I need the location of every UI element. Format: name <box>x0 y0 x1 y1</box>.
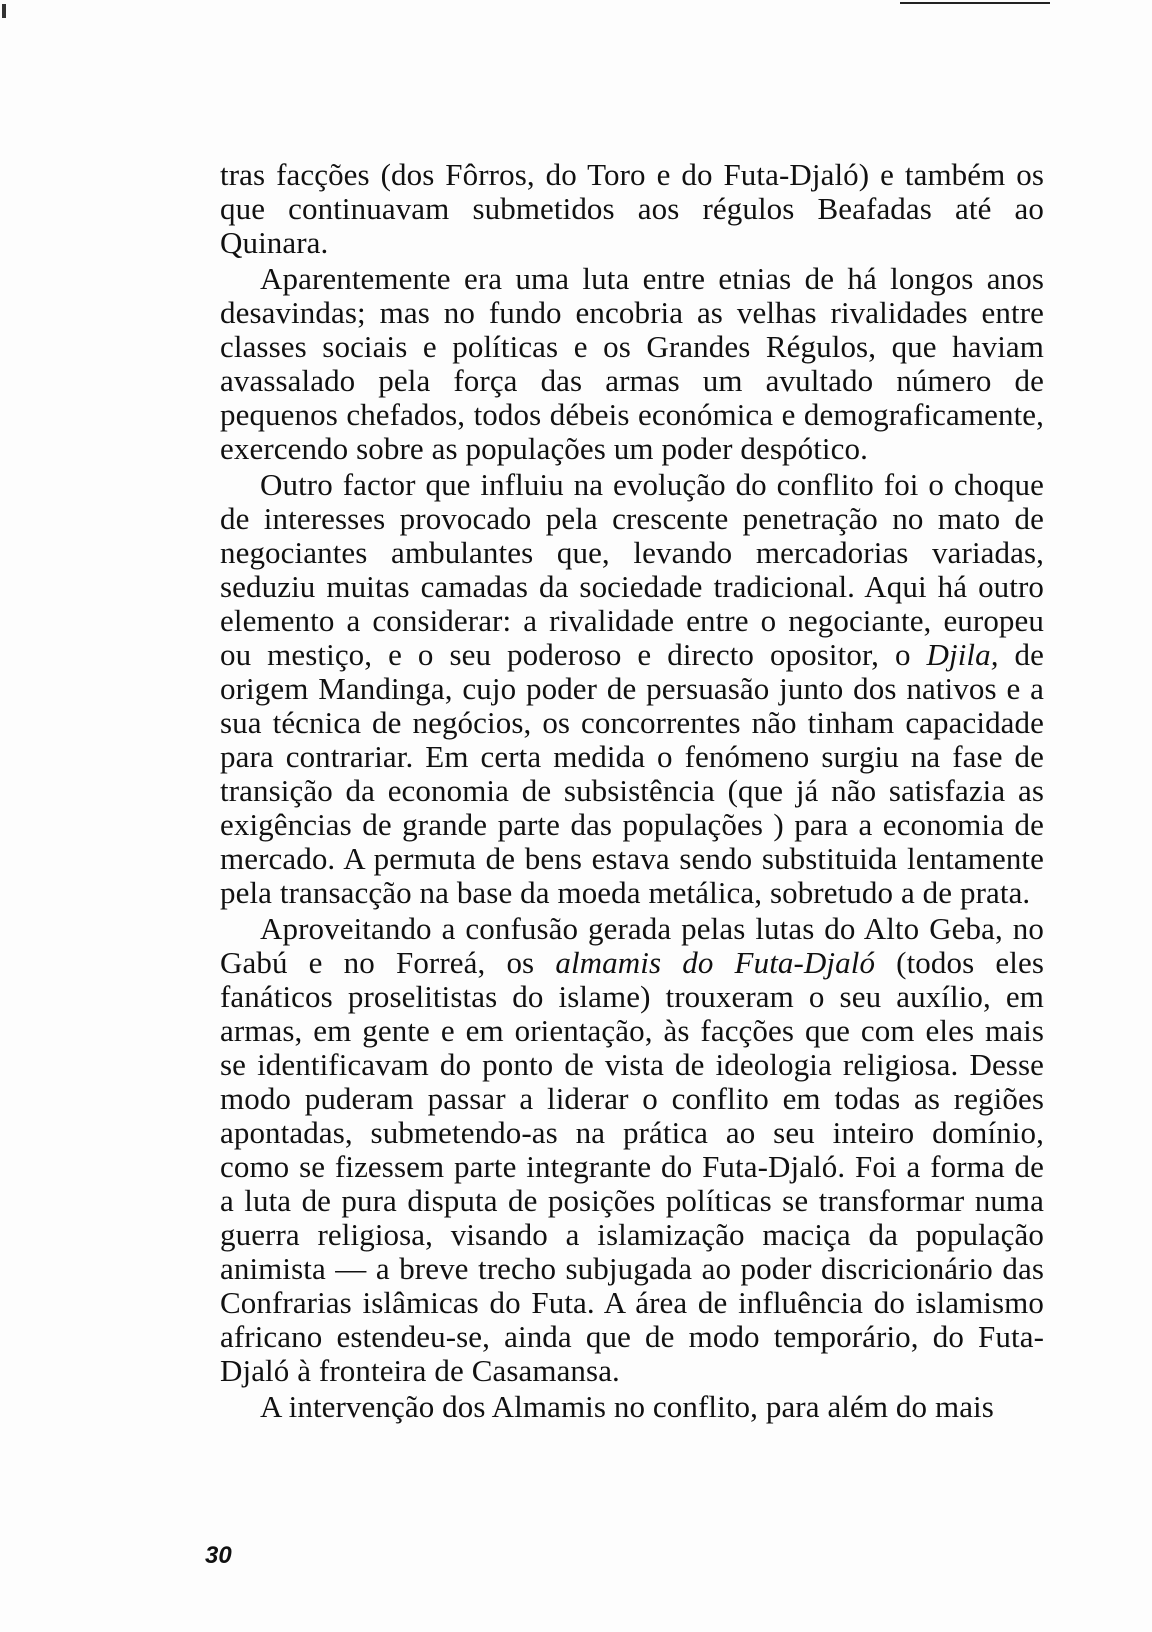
paragraph-text: tras facções (dos Fôrros, do Toro e do Futa-Djaló) e também os que continuavam submetidos aos régulos Beafadas até ao Quinara. <box>220 157 1044 260</box>
paragraph <box>220 158 1044 260</box>
scan-corner-mark <box>2 4 6 18</box>
paragraph <box>220 1390 1044 1424</box>
body-text <box>220 158 1044 1426</box>
italic-term-almamis: almamis do Futa-Djaló <box>555 945 876 980</box>
scan-top-rule <box>900 2 1050 4</box>
paragraph <box>220 262 1044 466</box>
paragraph-text: Aparentemente era uma luta entre etnias de há longos anos desavindas; mas no fundo encobria as velhas rivalidades entre classes sociais e políticas e os Grandes Régulos, que haviam avassalado pela força das armas um avultado número de pequenos chefados, todos débeis económica e demograficamente, exercendo sobre as populações um poder despótico. <box>220 261 1044 466</box>
paragraph-text: A intervenção dos Almamis no conflito, para além do mais <box>260 1389 994 1424</box>
paragraph-text: Outro factor que influiu na evolução do conflito foi o choque de interesses provocado pela crescente penetração no mato de negociantes ambulantes que, levando mercadorias variadas, seduziu muitas camadas da sociedade tradicional. Aqui há outro elemento a considerar: a rivalidade entre o negociante, europeu ou mestiço, e o seu poderoso e directo opositor, o <box>220 467 1044 672</box>
italic-term-djila: Djila, <box>926 637 999 672</box>
paragraph-text: (todos eles fanáticos proselitistas do islame) trouxeram o seu auxílio, em armas, em gente e em orientação, às facções que com eles mais se identificavam do ponto de vista de ideologia religiosa. Desse modo puderam passar a liderar o conflito em todas as regiões apontadas, submetendo-as na prática ao seu inteiro domínio, como se fizessem parte integrante do Futa-Djaló. Foi a forma de a luta de pura disputa de posições políticas se transformar numa guerra religiosa, visando a islamização maciça da população animista — a breve trecho subjugada ao poder discricionário das Confrarias islâmicas do Futa. A área de influência do islamismo africano estendeu-se, ainda que de modo temporário, do Futa-Djaló à fronteira de Casamansa. <box>220 945 1044 1388</box>
paragraph-text: Aproveitando a confusão gerada pelas lutas do Alto Geba, no Gabú e no Forreá, os <box>220 911 1044 980</box>
paragraph-text: de origem Mandinga, cujo poder de persuasão junto dos nativos e a sua técnica de negócios, os concorrentes não tinham capacidade para contrariar. Em certa medida o fenómeno surgiu na fase de transição da economia de subsistência (que já não satisfazia as exigências de grande parte das populações ) para a economia de mercado. A permuta de bens estava sendo substituida lentamente pela transacção na base da moeda metálica, sobretudo a de prata. <box>220 637 1044 910</box>
paragraph <box>220 468 1044 910</box>
page-number: 30 <box>205 1542 232 1569</box>
paragraph <box>220 912 1044 1388</box>
